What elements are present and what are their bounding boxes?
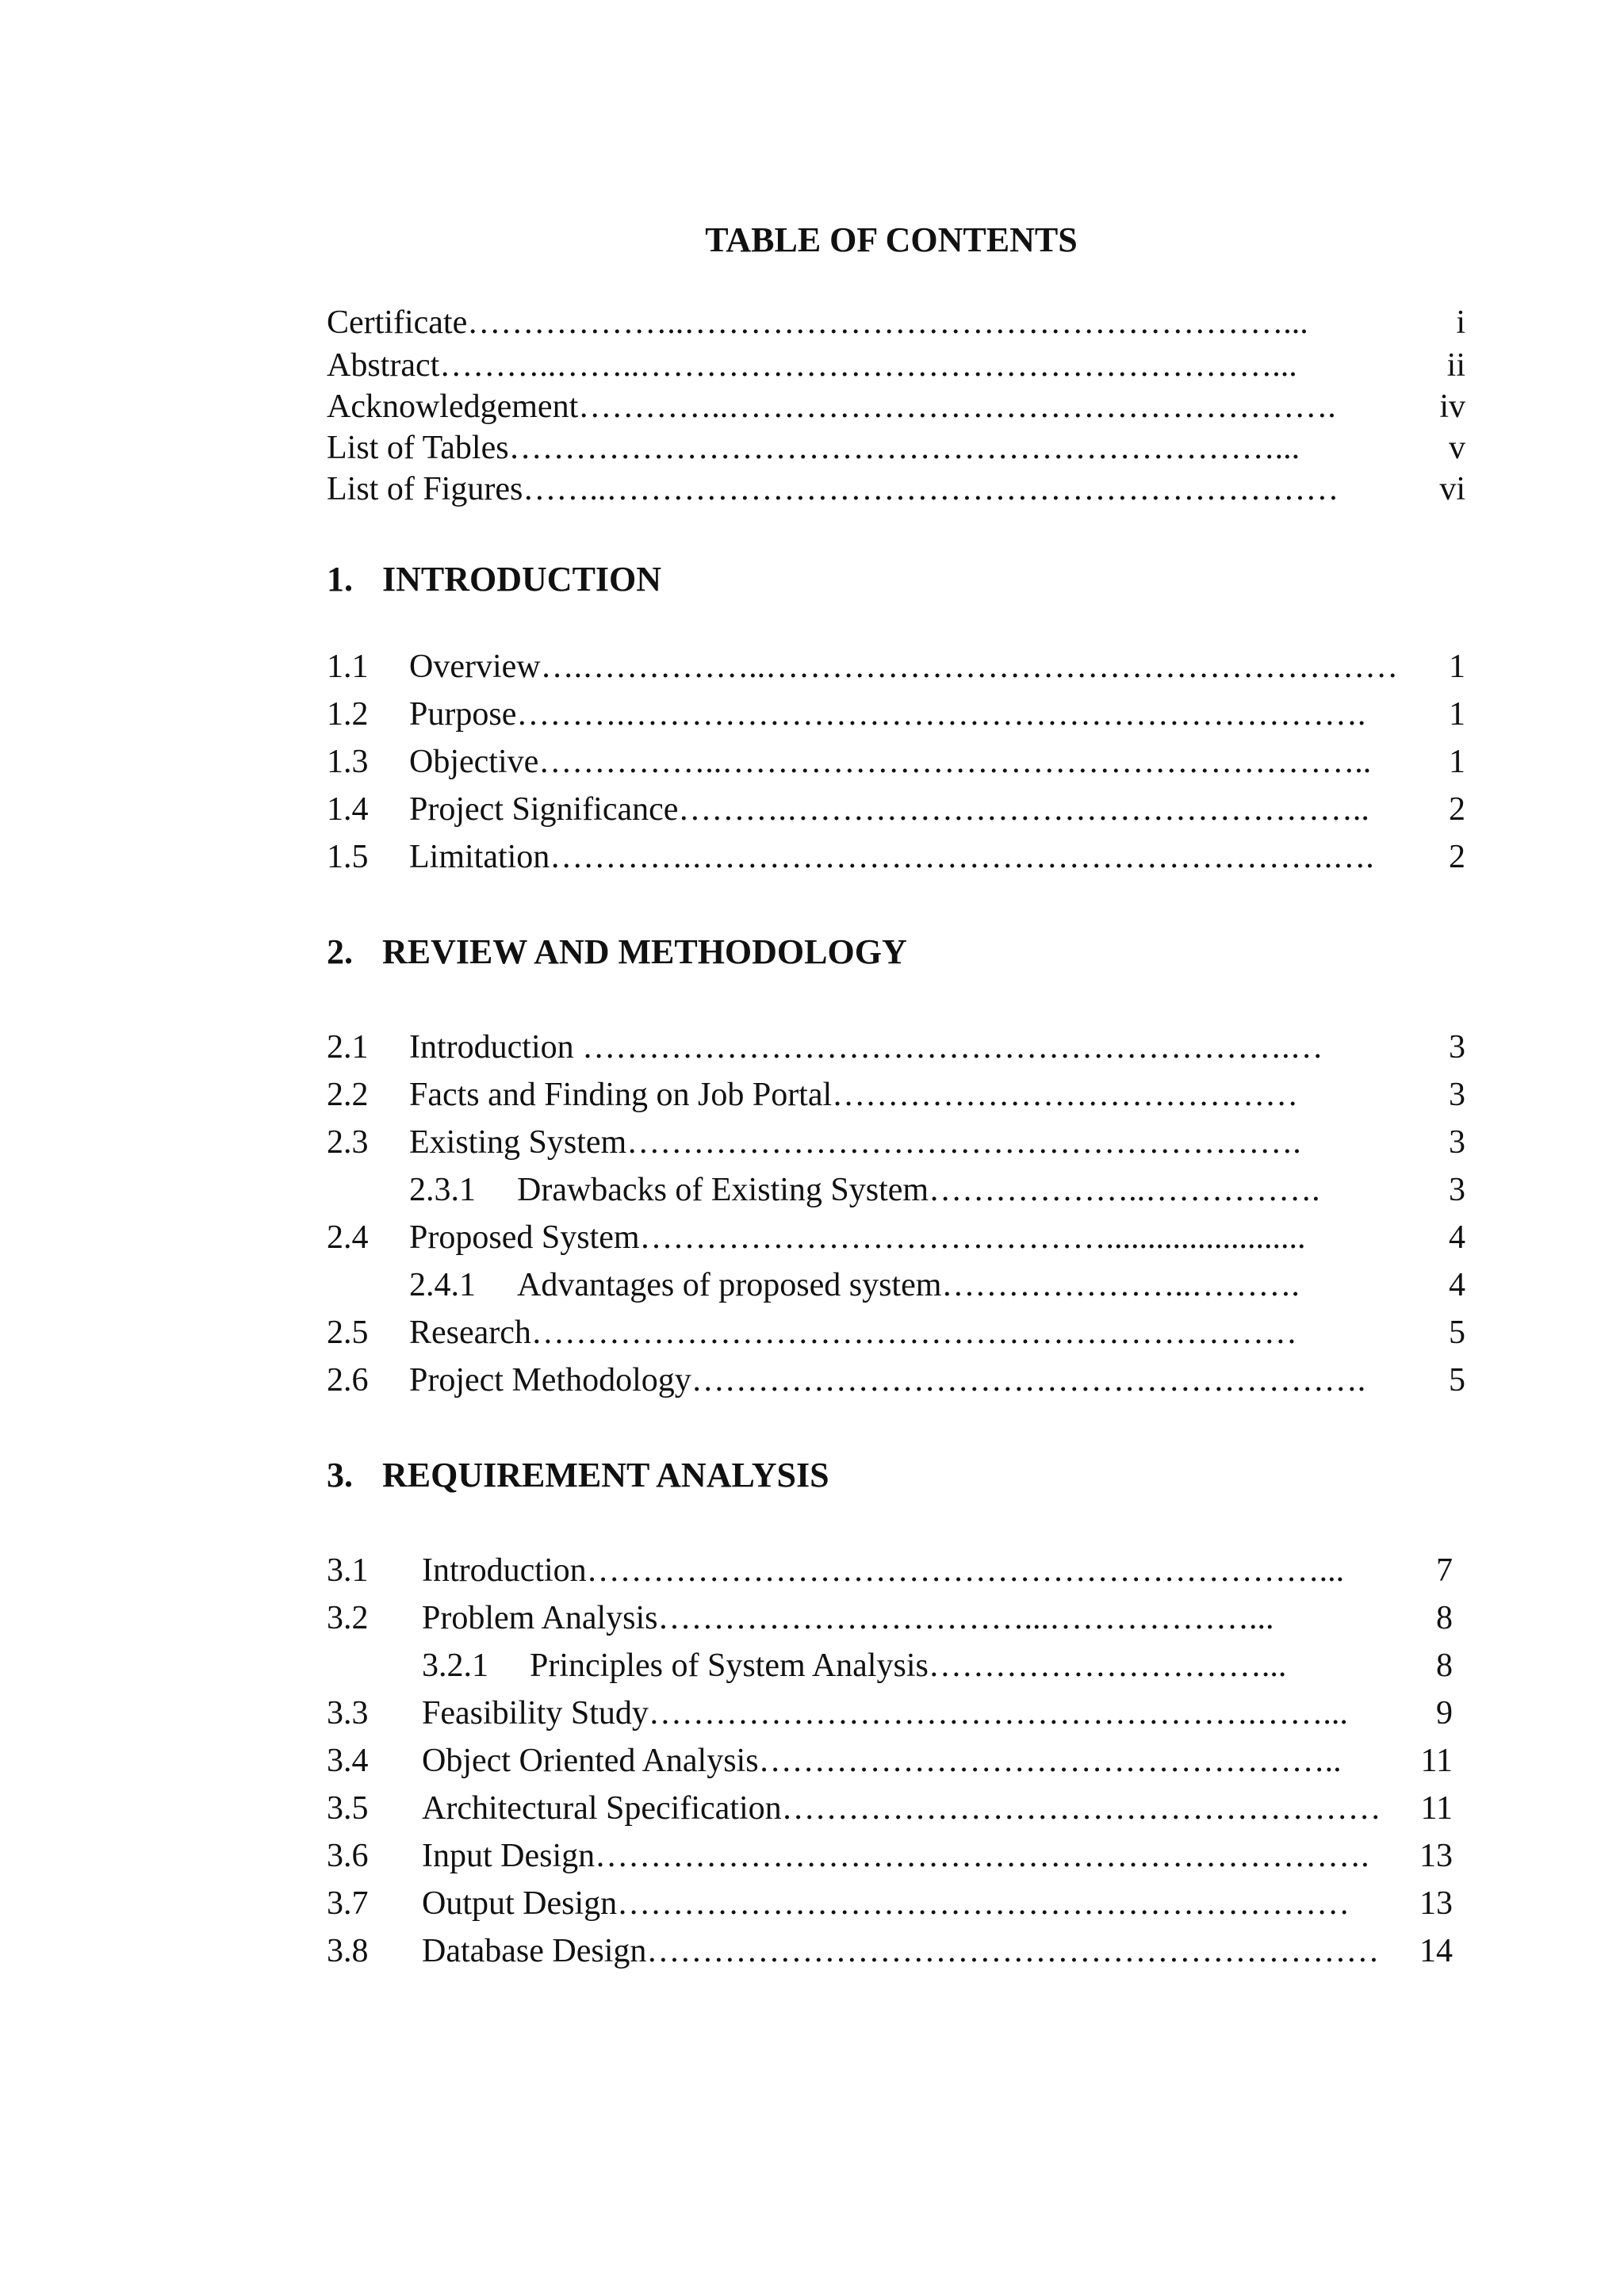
section-number: 3.8 bbox=[327, 1933, 369, 1969]
toc-entry-label: Project Methodology……………………………………………………. bbox=[409, 1362, 1366, 1399]
section-number: 3.5 bbox=[327, 1790, 369, 1827]
toc-entry-1-1 bbox=[327, 644, 1465, 690]
toc-entry-label: Introduction…………………………………………………………... bbox=[422, 1552, 1345, 1589]
toc-entry-2-4 bbox=[327, 1215, 1465, 1261]
toc-entry-page: 14 bbox=[1419, 1933, 1453, 1969]
section-number: 3.1 bbox=[327, 1552, 369, 1589]
toc-entry-label: Object Oriented Analysis…………………………………………….. bbox=[422, 1743, 1342, 1779]
toc-entry-3-2 bbox=[327, 1595, 1453, 1641]
toc-entry-2-3 bbox=[327, 1119, 1465, 1165]
chapter-number: 1. bbox=[327, 560, 353, 599]
toc-entry-label: Certificate………………..………………………………………………... bbox=[327, 304, 1308, 341]
section-number: 1.5 bbox=[327, 839, 369, 875]
section-number: 2.6 bbox=[327, 1362, 369, 1399]
toc-entry-page: i bbox=[1456, 304, 1465, 341]
page-title: TABLE OF CONTENTS bbox=[705, 220, 1078, 259]
toc-entry-page: 13 bbox=[1419, 1838, 1453, 1874]
toc-entry-page: vi bbox=[1439, 471, 1465, 507]
chapter-number: 2. bbox=[327, 932, 353, 971]
toc-entry-label: Limitation………….………………………………………………….…. bbox=[409, 839, 1374, 875]
toc-entry-label: Introduction ……………………………………………………….… bbox=[409, 1029, 1323, 1066]
section-number: 3.7 bbox=[327, 1885, 369, 1922]
toc-entry-3-8 bbox=[327, 1928, 1453, 1974]
toc-entry-3-5 bbox=[327, 1785, 1453, 1831]
toc-entry-2-3-1 bbox=[327, 1167, 1465, 1213]
toc-entry-page: 3 bbox=[1449, 1124, 1465, 1161]
toc-entry-1-2 bbox=[327, 691, 1465, 737]
toc-entry-label: Proposed System……………………………………........................ bbox=[409, 1219, 1306, 1256]
toc-entry-certificate bbox=[327, 300, 1465, 346]
toc-entry-page: 2 bbox=[1449, 839, 1465, 875]
toc-entry-1-5 bbox=[327, 834, 1465, 880]
toc-entry-page: 5 bbox=[1449, 1314, 1465, 1351]
toc-entry-list-of-tables bbox=[327, 425, 1465, 471]
section-number: 1.1 bbox=[327, 649, 369, 685]
toc-entry-2-6 bbox=[327, 1357, 1465, 1403]
toc-entry-page: 3 bbox=[1449, 1172, 1465, 1208]
toc-entry-label: Architectural Specification……………………………………………… bbox=[422, 1790, 1381, 1827]
toc-entry-page: 3 bbox=[1449, 1077, 1465, 1113]
toc-entry-label: Advantages of proposed system…………………..………. bbox=[517, 1267, 1300, 1303]
toc-entry-label: Feasibility Study……………………………………………….……... bbox=[422, 1695, 1348, 1732]
toc-entry-abstract bbox=[327, 342, 1465, 388]
toc-entry-label: Purpose……….…………………………………………………………. bbox=[409, 696, 1366, 733]
toc-entry-page: 1 bbox=[1449, 649, 1465, 685]
toc-entry-2-5 bbox=[327, 1310, 1465, 1356]
chapter-title: REVIEW AND METHODOLOGY bbox=[382, 932, 907, 971]
section-number: 3.4 bbox=[327, 1743, 369, 1779]
toc-entry-page: ii bbox=[1446, 347, 1465, 384]
toc-entry-page: v bbox=[1449, 430, 1465, 466]
toc-entry-page: 1 bbox=[1449, 744, 1465, 780]
chapter-title: REQUIREMENT ANALYSIS bbox=[382, 1456, 829, 1494]
toc-entry-3-2-1 bbox=[327, 1643, 1453, 1689]
toc-entry-page: 1 bbox=[1449, 696, 1465, 733]
toc-entry-3-6 bbox=[327, 1833, 1453, 1879]
section-number: 2.4.1 bbox=[409, 1267, 476, 1303]
toc-entry-page: 7 bbox=[1436, 1552, 1453, 1589]
chapter-title: INTRODUCTION bbox=[382, 560, 662, 599]
toc-entry-label: Overview….……………..………………………………………………… bbox=[409, 649, 1399, 685]
toc-entry-3-7 bbox=[327, 1881, 1453, 1927]
toc-entry-2-1 bbox=[327, 1024, 1465, 1070]
toc-entry-page: 13 bbox=[1419, 1885, 1453, 1922]
toc-entry-label: List of Tables……………………………………………………………... bbox=[327, 430, 1300, 466]
toc-entry-label: Research…………………………………………………………… bbox=[409, 1314, 1297, 1351]
toc-entry-page: 11 bbox=[1420, 1743, 1453, 1779]
section-number: 3.6 bbox=[327, 1838, 369, 1874]
toc-entry-label: List of Figures……..………………………………………………………… bbox=[327, 471, 1339, 507]
toc-entry-page: 9 bbox=[1436, 1695, 1453, 1732]
section-number: 2.2 bbox=[327, 1077, 369, 1113]
section-number: 2.4 bbox=[327, 1219, 369, 1256]
section-number: 2.3.1 bbox=[409, 1172, 476, 1208]
toc-entry-label: Problem Analysis……………………………...………………... bbox=[422, 1600, 1274, 1636]
section-number: 3.2.1 bbox=[422, 1647, 488, 1684]
toc-entry-1-3 bbox=[327, 739, 1465, 785]
chapter-number: 3. bbox=[327, 1456, 353, 1494]
section-number: 2.5 bbox=[327, 1314, 369, 1351]
toc-entry-label: Objective……………..………………………………………………….. bbox=[409, 744, 1372, 780]
toc-entry-page: 4 bbox=[1449, 1267, 1465, 1303]
section-number: 3.2 bbox=[327, 1600, 369, 1636]
toc-entry-page: 8 bbox=[1436, 1600, 1453, 1636]
toc-entry-page: 2 bbox=[1449, 791, 1465, 828]
toc-entry-2-4-1 bbox=[327, 1262, 1465, 1308]
toc-entry-label: Existing System……………………………………………………. bbox=[409, 1124, 1301, 1161]
toc-entry-page: iv bbox=[1439, 388, 1465, 425]
toc-entry-page: 4 bbox=[1449, 1219, 1465, 1256]
section-number: 2.1 bbox=[327, 1029, 369, 1066]
toc-entry-1-4 bbox=[327, 786, 1465, 832]
toc-entry-acknowledgement bbox=[327, 384, 1465, 430]
section-number: 3.3 bbox=[327, 1695, 369, 1732]
section-number: 1.2 bbox=[327, 696, 369, 733]
toc-entry-label: Output Design………………………………………………………… bbox=[422, 1885, 1350, 1922]
section-number: 1.4 bbox=[327, 791, 369, 828]
toc-entry-page: 11 bbox=[1420, 1790, 1453, 1827]
toc-entry-label: Input Design……………………………………………………………. bbox=[422, 1838, 1369, 1874]
toc-entry-label: Acknowledgement…………..………………………………………………. bbox=[327, 388, 1336, 425]
section-number: 1.3 bbox=[327, 744, 369, 780]
toc-entry-label: Abstract………..……..…………………………………………………... bbox=[327, 347, 1297, 384]
toc-entry-3-1 bbox=[327, 1548, 1453, 1594]
toc-entry-page: 3 bbox=[1449, 1029, 1465, 1066]
toc-entry-3-3 bbox=[327, 1690, 1453, 1736]
toc-entry-list-of-figures bbox=[327, 466, 1465, 512]
toc-entry-label: Database Design………………………………………………………… bbox=[422, 1933, 1380, 1969]
toc-entry-3-4 bbox=[327, 1738, 1453, 1784]
toc-entry-label: Project Significance……….…………………………………………….. bbox=[409, 791, 1369, 828]
toc-entry-label: Principles of System Analysis…………………………... bbox=[530, 1647, 1287, 1684]
toc-entry-label: Drawbacks of Existing System………………..……………. bbox=[517, 1172, 1320, 1208]
section-number: 2.3 bbox=[327, 1124, 369, 1161]
toc-entry-2-2 bbox=[327, 1072, 1465, 1118]
toc-entry-page: 8 bbox=[1436, 1647, 1453, 1684]
toc-entry-label: Facts and Finding on Job Portal…………………………………… bbox=[409, 1077, 1299, 1113]
toc-entry-page: 5 bbox=[1449, 1362, 1465, 1399]
